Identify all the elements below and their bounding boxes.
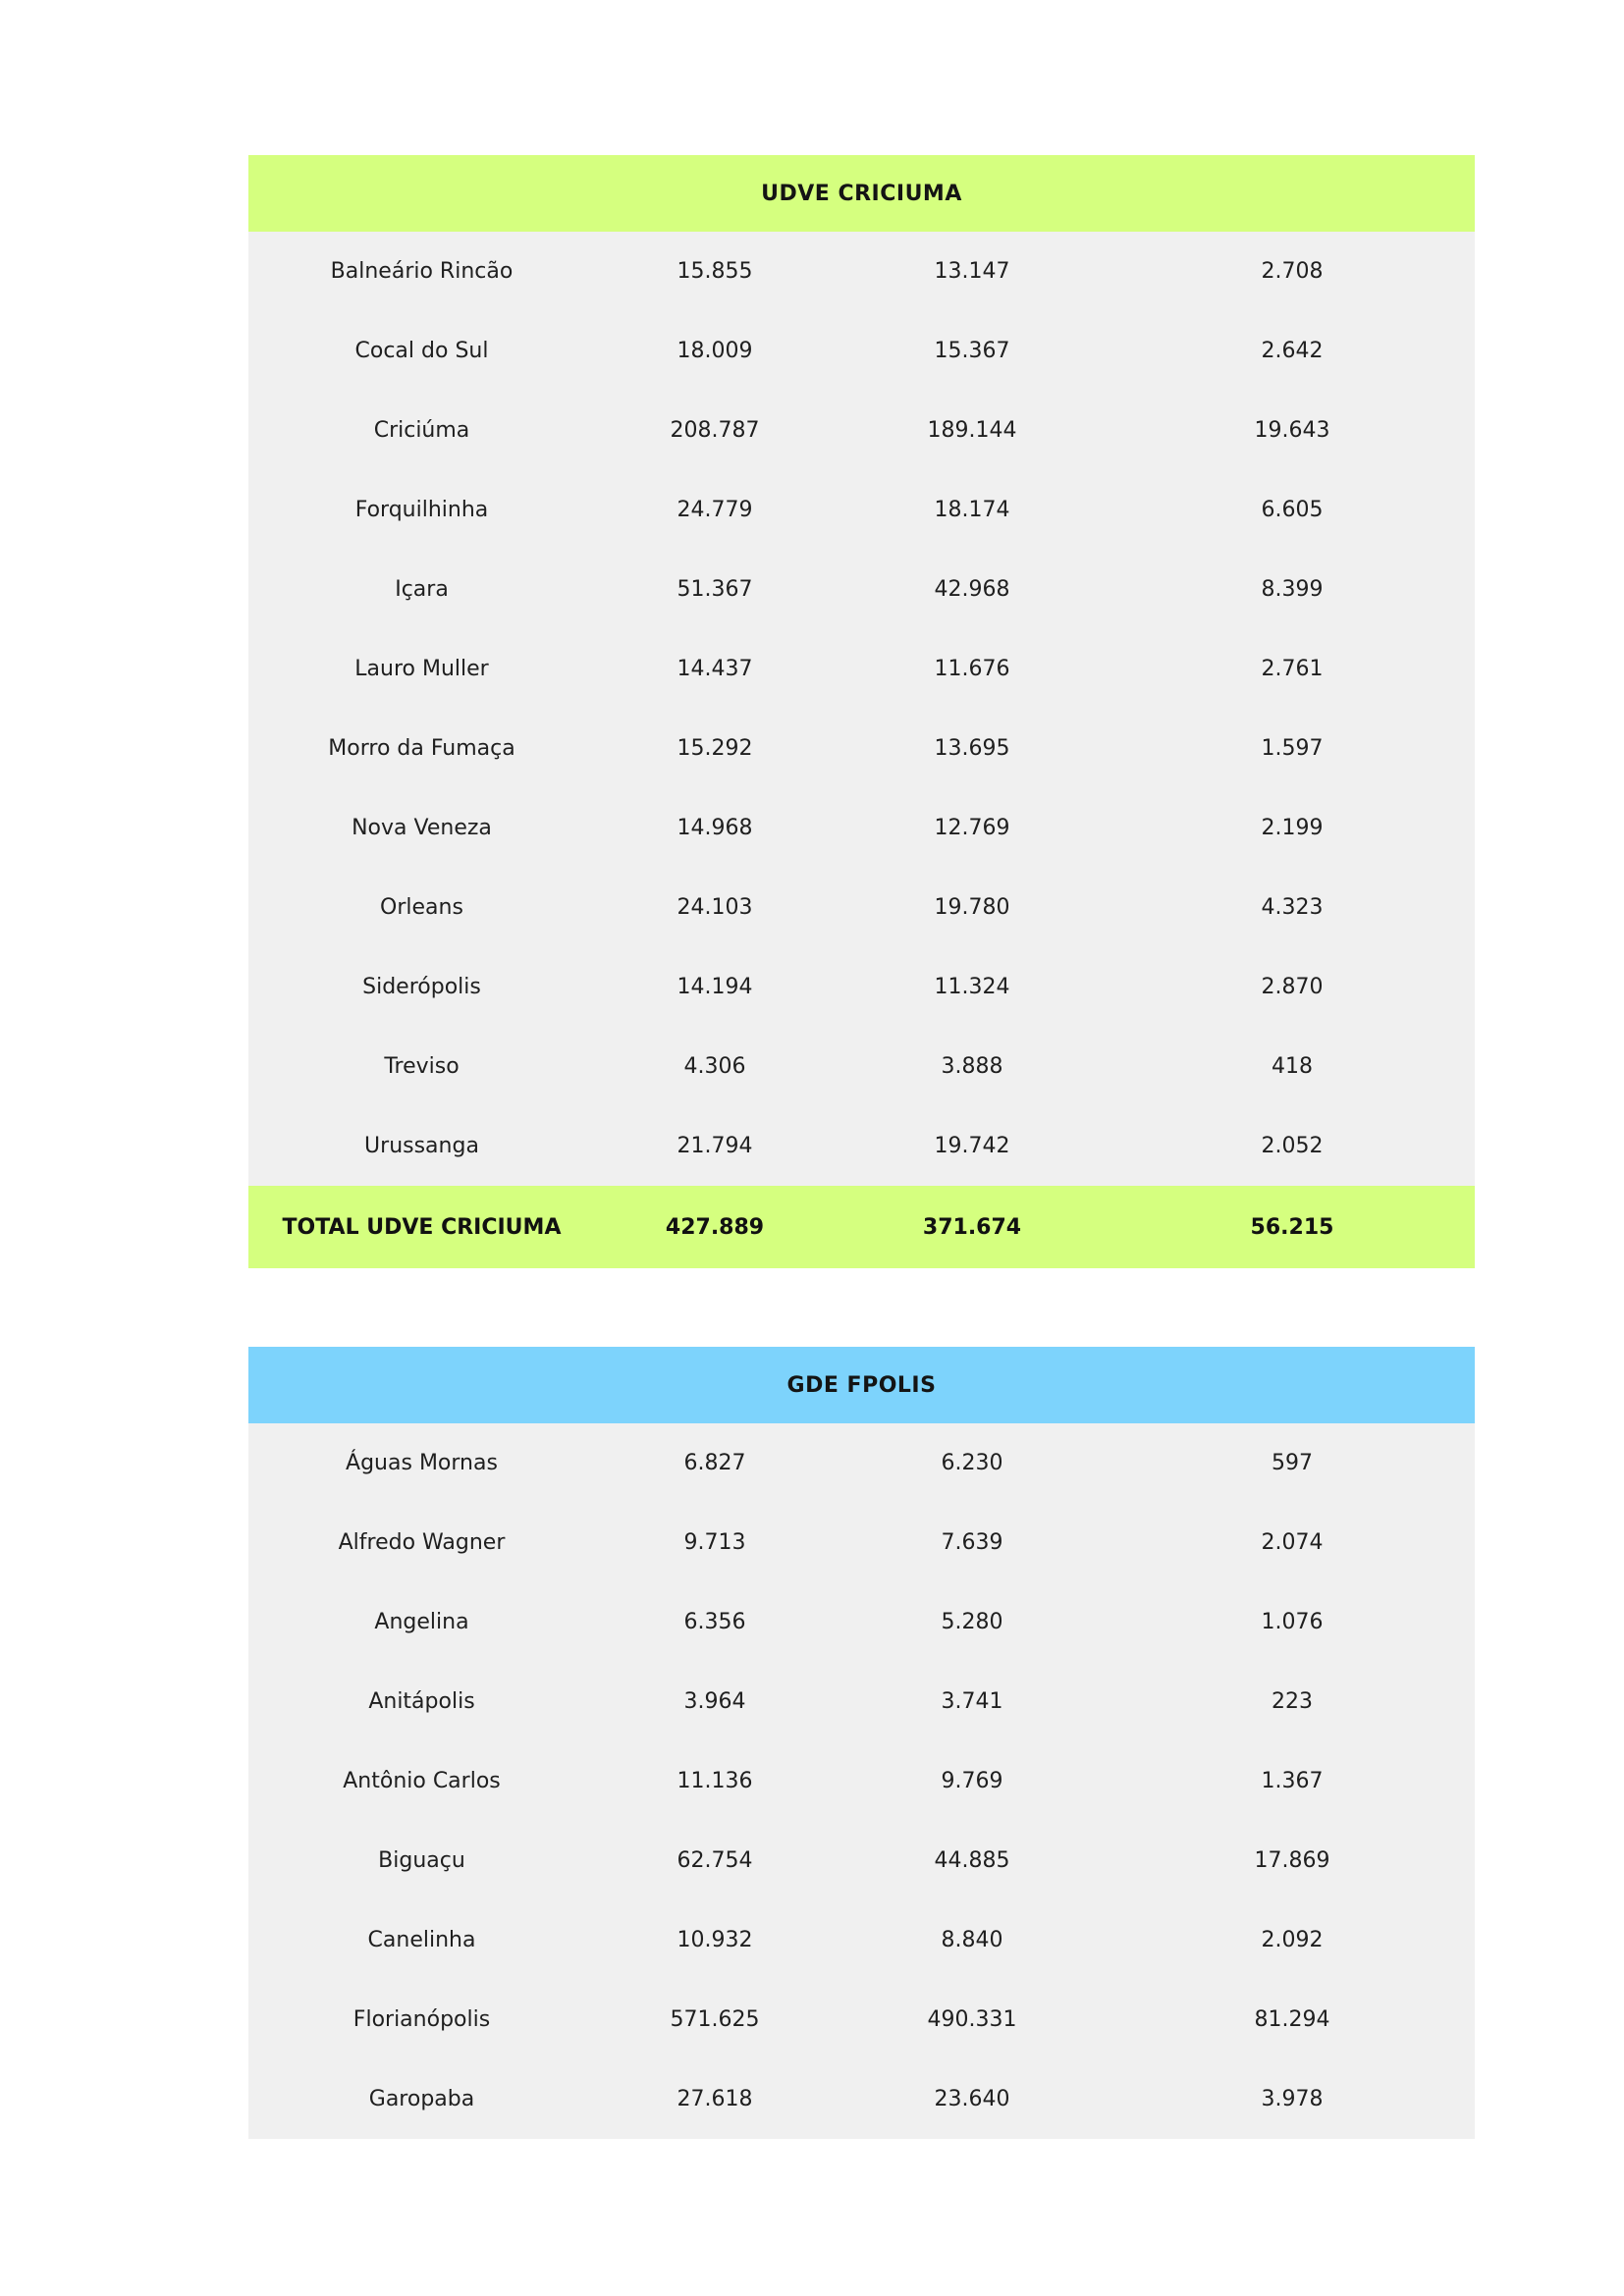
udve-table-title: UDVE CRICIUMA: [248, 155, 1475, 232]
value-c-cell: 2.761: [1261, 657, 1324, 681]
table-row: [248, 1821, 1475, 1900]
value-c-cell: 8.399: [1261, 577, 1324, 602]
value-a-cell: 6.827: [683, 1451, 746, 1475]
table-row: [248, 1582, 1475, 1662]
table-row: [248, 1980, 1475, 2059]
value-c-cell: 2.092: [1261, 1928, 1324, 1952]
value-a-cell: 9.713: [683, 1530, 746, 1555]
table-row: [248, 788, 1475, 868]
value-c-cell: 223: [1272, 1689, 1313, 1714]
table-row: [248, 1741, 1475, 1821]
value-c-cell: 2.708: [1261, 259, 1324, 284]
total-value-c: 56.215: [1250, 1214, 1334, 1240]
value-b-cell: 6.230: [941, 1451, 1003, 1475]
value-b-cell: 19.780: [934, 895, 1010, 920]
value-b-cell: 13.695: [934, 736, 1010, 761]
table-row: [248, 1900, 1475, 1980]
total-value-a: 427.889: [665, 1214, 765, 1240]
municipality-cell: Balneário Rincão: [330, 259, 514, 284]
municipality-cell: Antônio Carlos: [343, 1769, 501, 1793]
value-a-cell: 15.292: [677, 736, 753, 761]
value-a-cell: 10.932: [677, 1928, 753, 1952]
value-c-cell: 2.642: [1261, 339, 1324, 363]
table-row: [248, 868, 1475, 947]
municipality-cell: Nova Veneza: [352, 816, 492, 840]
municipality-cell: Lauro Muller: [354, 657, 489, 681]
municipality-cell: Treviso: [384, 1054, 460, 1079]
value-b-cell: 5.280: [941, 1610, 1003, 1634]
value-a-cell: 27.618: [677, 2087, 753, 2111]
value-b-cell: 15.367: [934, 339, 1010, 363]
value-a-cell: 208.787: [670, 418, 760, 443]
value-a-cell: 18.009: [677, 339, 753, 363]
municipality-cell: Angelina: [374, 1610, 469, 1634]
value-c-cell: 81.294: [1254, 2007, 1330, 2032]
table-row: [248, 470, 1475, 550]
value-c-cell: 2.052: [1261, 1134, 1324, 1158]
table-row: [248, 232, 1475, 311]
table-row: [248, 1106, 1475, 1186]
udve-total-row: [248, 1186, 1475, 1268]
value-b-cell: 18.174: [934, 498, 1010, 522]
value-c-cell: 2.870: [1261, 975, 1324, 999]
value-b-cell: 8.840: [941, 1928, 1003, 1952]
value-c-cell: 1.367: [1261, 1769, 1324, 1793]
table-row: [248, 1027, 1475, 1106]
value-b-cell: 11.676: [934, 657, 1010, 681]
value-c-cell: 418: [1272, 1054, 1313, 1079]
municipality-cell: Florianópolis: [352, 2007, 491, 2032]
table-row: [248, 629, 1475, 709]
total-value-b: 371.674: [922, 1214, 1022, 1240]
table-row: [248, 947, 1475, 1027]
value-a-cell: 14.194: [677, 975, 753, 999]
value-a-cell: 14.437: [677, 657, 753, 681]
municipality-cell: Águas Mornas: [346, 1451, 498, 1475]
value-b-cell: 490.331: [927, 2007, 1017, 2032]
value-a-cell: 62.754: [677, 1848, 753, 1873]
municipality-cell: Alfredo Wagner: [338, 1530, 506, 1555]
value-b-cell: 7.639: [941, 1530, 1003, 1555]
table-row: [248, 1503, 1475, 1582]
value-a-cell: 571.625: [670, 2007, 760, 2032]
value-a-cell: 6.356: [683, 1610, 746, 1634]
value-b-cell: 11.324: [934, 975, 1010, 999]
table-row: [248, 1662, 1475, 1741]
municipality-cell: Biguaçu: [378, 1848, 465, 1873]
table-row: [248, 1423, 1475, 1503]
value-c-cell: 4.323: [1261, 895, 1324, 920]
value-c-cell: 6.605: [1261, 498, 1324, 522]
value-b-cell: 3.741: [941, 1689, 1003, 1714]
gde-table-title: GDE FPOLIS: [248, 1347, 1475, 1423]
table-row: [248, 709, 1475, 788]
value-b-cell: 12.769: [934, 816, 1010, 840]
value-b-cell: 3.888: [941, 1054, 1003, 1079]
value-c-cell: 597: [1272, 1451, 1313, 1475]
gde-rows: [248, 1423, 1475, 2139]
municipality-cell: Siderópolis: [362, 975, 481, 999]
municipality-cell: Urussanga: [364, 1134, 479, 1158]
value-a-cell: 4.306: [683, 1054, 746, 1079]
value-c-cell: 2.074: [1261, 1530, 1324, 1555]
value-a-cell: 14.968: [677, 816, 753, 840]
value-c-cell: 1.076: [1261, 1610, 1324, 1634]
municipality-cell: Garopaba: [368, 2087, 475, 2111]
value-b-cell: 23.640: [934, 2087, 1010, 2111]
value-a-cell: 3.964: [683, 1689, 746, 1714]
value-c-cell: 17.869: [1254, 1848, 1330, 1873]
value-b-cell: 19.742: [934, 1134, 1010, 1158]
udve-criciuma-table: [248, 155, 1475, 1268]
value-a-cell: 21.794: [677, 1134, 753, 1158]
table-row: [248, 311, 1475, 391]
value-b-cell: 44.885: [934, 1848, 1010, 1873]
value-b-cell: 9.769: [941, 1769, 1003, 1793]
value-c-cell: 19.643: [1254, 418, 1330, 443]
municipality-cell: Criciúma: [373, 418, 470, 443]
municipality-cell: Içara: [395, 577, 449, 602]
value-a-cell: 24.779: [677, 498, 753, 522]
value-b-cell: 13.147: [934, 259, 1010, 284]
table-row: [248, 550, 1475, 629]
total-label: TOTAL UDVE CRICIUMA: [282, 1214, 562, 1240]
value-b-cell: 189.144: [927, 418, 1017, 443]
value-a-cell: 51.367: [677, 577, 753, 602]
municipality-cell: Forquilhinha: [354, 498, 489, 522]
table-row: [248, 391, 1475, 470]
municipality-cell: Morro da Fumaça: [328, 736, 515, 761]
value-c-cell: 1.597: [1261, 736, 1324, 761]
value-a-cell: 11.136: [677, 1769, 753, 1793]
municipality-cell: Cocal do Sul: [354, 339, 489, 363]
udve-rows: [248, 232, 1475, 1186]
value-a-cell: 15.855: [677, 259, 753, 284]
value-c-cell: 3.978: [1261, 2087, 1324, 2111]
table-row: [248, 2059, 1475, 2139]
value-b-cell: 42.968: [934, 577, 1010, 602]
municipality-cell: Canelinha: [367, 1928, 476, 1952]
municipality-cell: Anitápolis: [368, 1689, 475, 1714]
value-a-cell: 24.103: [677, 895, 753, 920]
municipality-cell: Orleans: [380, 895, 463, 920]
gde-fpolis-table: [248, 1347, 1475, 2139]
value-c-cell: 2.199: [1261, 816, 1324, 840]
